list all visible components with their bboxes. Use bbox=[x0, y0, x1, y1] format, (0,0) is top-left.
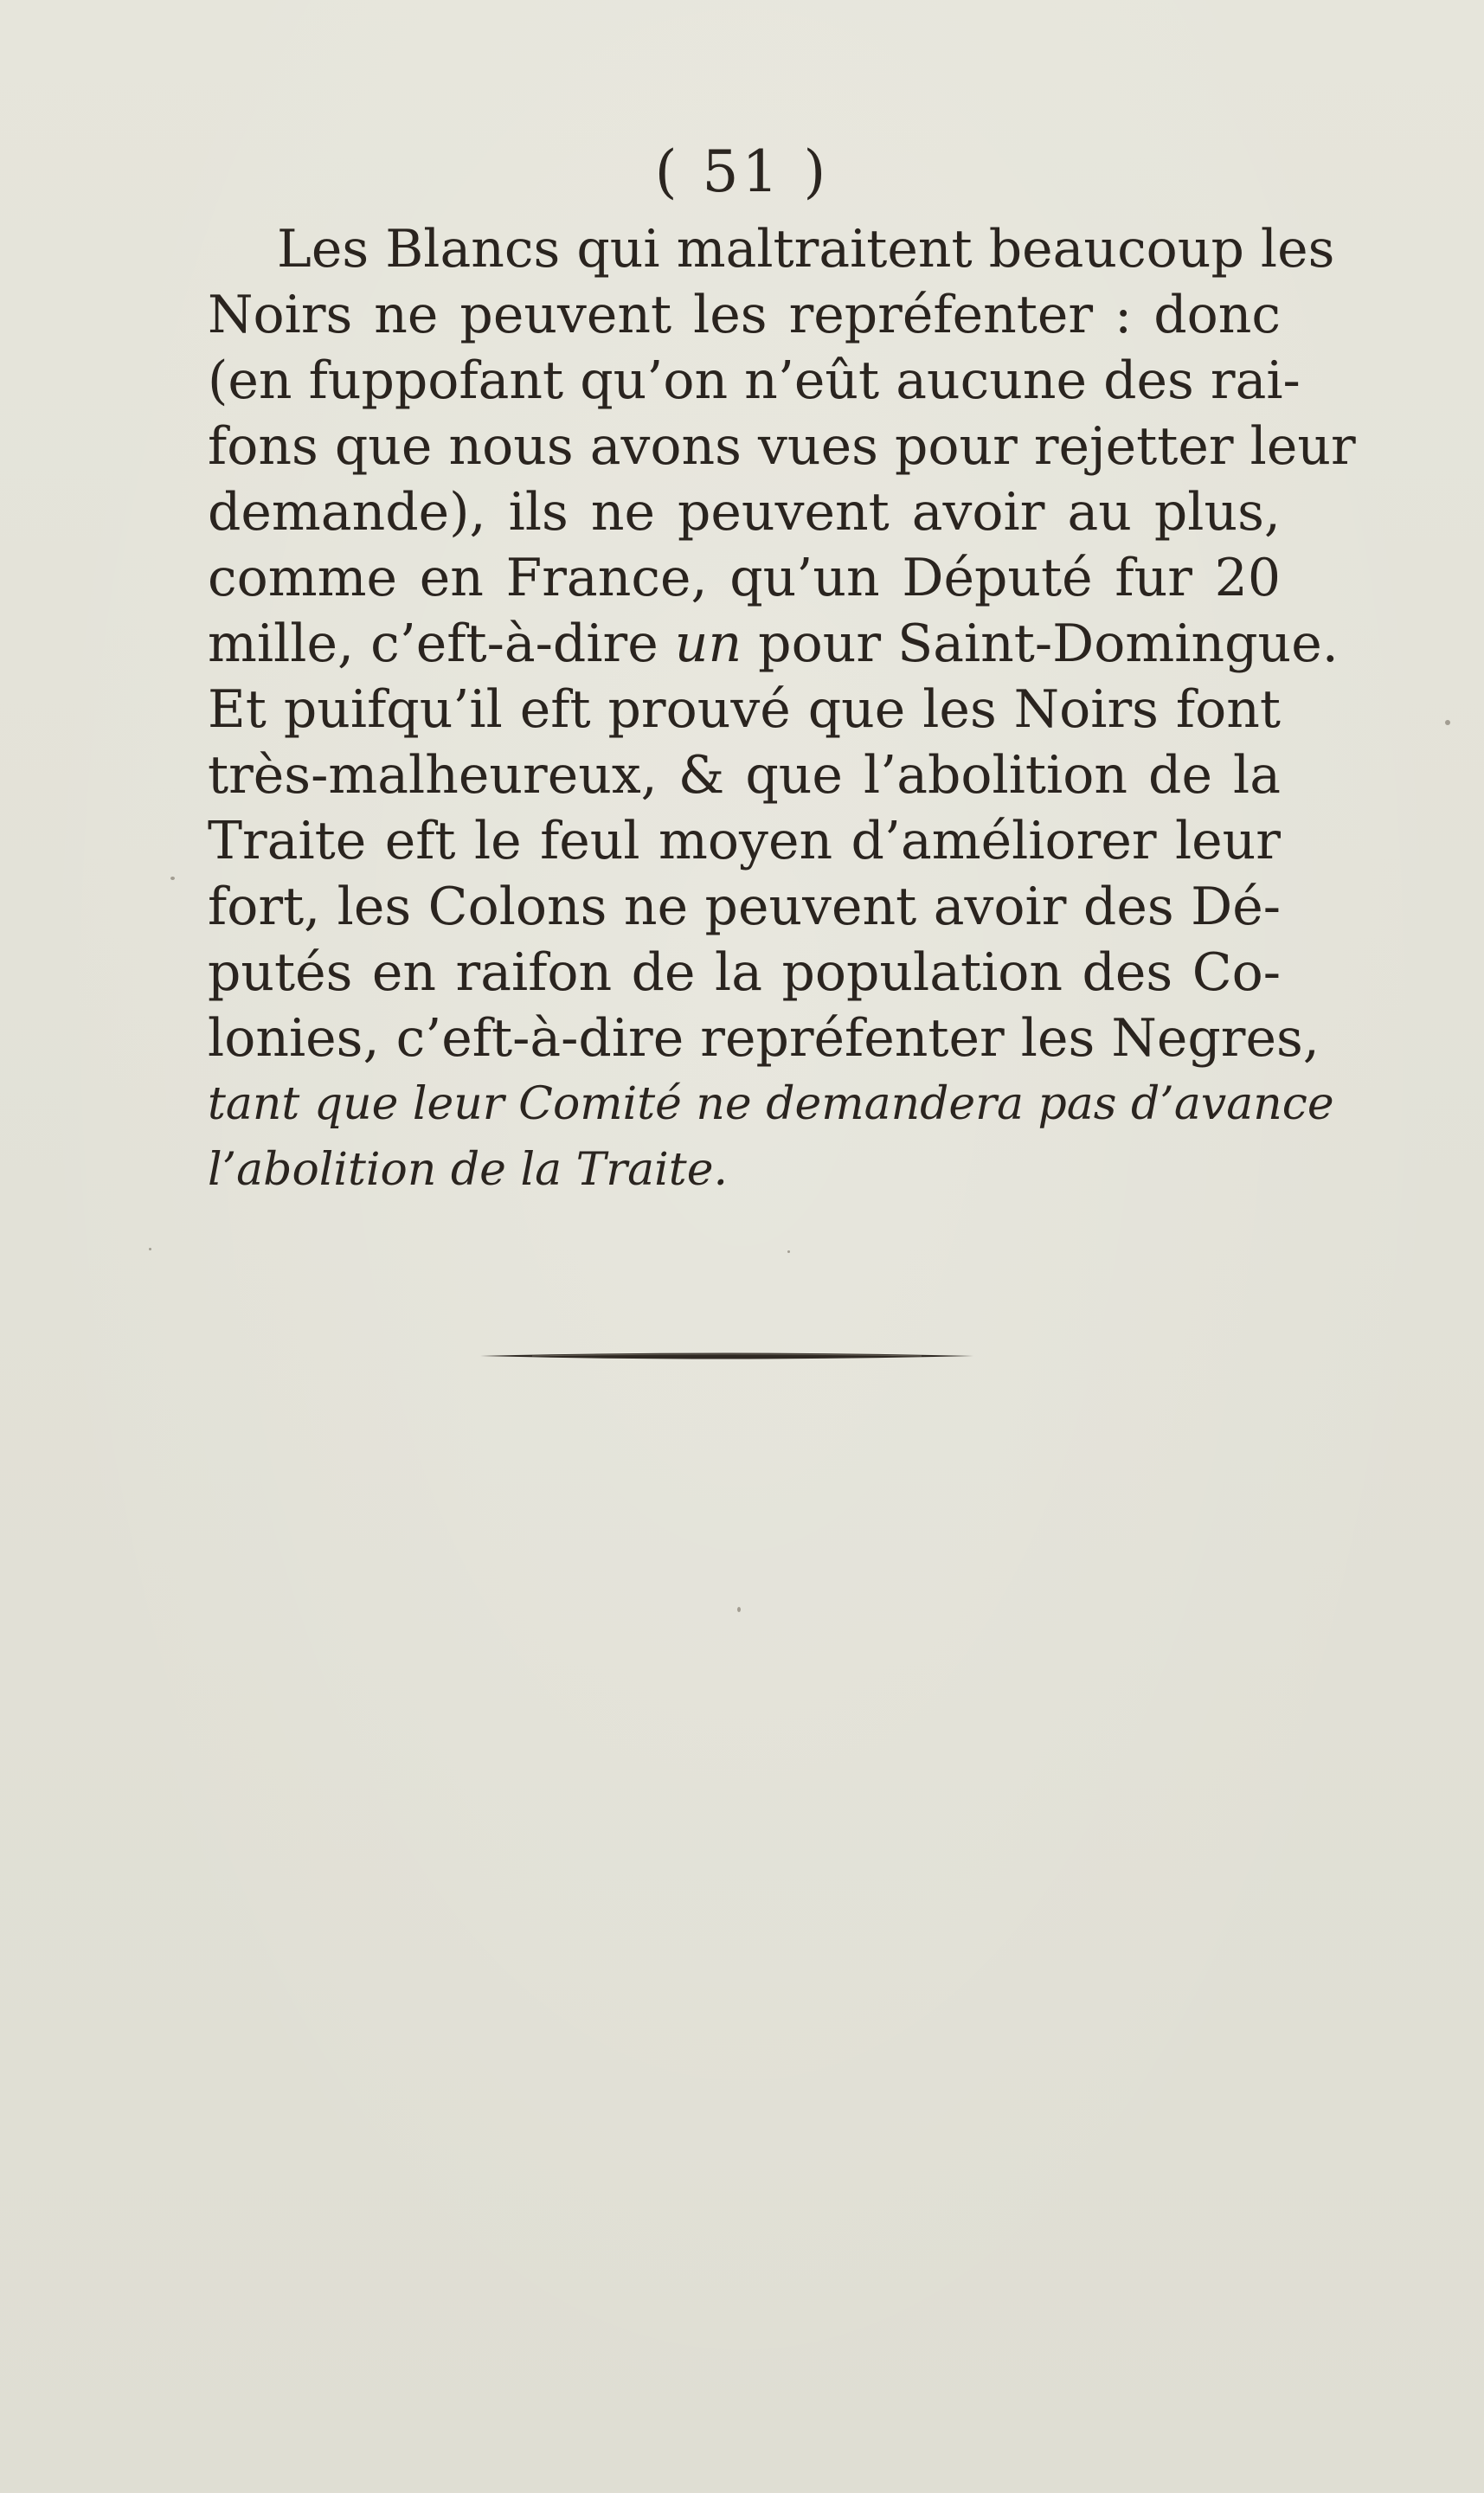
text-line-8: Et puifqu’il eft prouvé que les Noirs font bbox=[208, 679, 1281, 740]
body-paragraph bbox=[208, 216, 1356, 1203]
italic-word: un bbox=[674, 614, 742, 674]
page-number: ( 51 ) bbox=[654, 138, 830, 205]
text-line-9: très-malheureux, & que l’abolition de la bbox=[208, 745, 1281, 806]
tapered-rule-ornament-icon bbox=[480, 1350, 973, 1362]
text-line-7-before: mille, c’eft-à-dire bbox=[208, 614, 675, 674]
text-line-12: putés en raifon de la population des Co- bbox=[208, 942, 1281, 1003]
text-line-1: Les Blancs qui maltraitent beaucoup les bbox=[277, 219, 1335, 279]
text-line-7 bbox=[208, 611, 1339, 677]
text-line-10: Traite eft le feul moyen d’améliorer leur bbox=[208, 811, 1281, 871]
text-line-6: comme en France, qu’un Député fur 20 bbox=[208, 548, 1281, 608]
text-line-5: demande), ils ne peuvent avoir au plus, bbox=[208, 482, 1281, 543]
text-line-3: (en fuppofant qu’on n’eût aucune des rai- bbox=[208, 350, 1301, 411]
text-line-7-after: pour Saint-Domingue. bbox=[742, 614, 1339, 674]
text-line-11: fort, les Colons ne peuvent avoir des Dé- bbox=[208, 877, 1281, 937]
text-line-15: l’abolition de la Traite. bbox=[208, 1144, 728, 1196]
text-line-4: fons que nous avons vues pour rejetter leur bbox=[208, 416, 1356, 477]
text-line-13: lonies, c’eft-à-dire repréfenter les Negres, bbox=[208, 1008, 1320, 1069]
text-line-14: tant que leur Comité ne demandera pas d’avance bbox=[208, 1078, 1334, 1130]
text-line-2: Noirs ne peuvent les repréfenter : donc bbox=[208, 285, 1281, 345]
